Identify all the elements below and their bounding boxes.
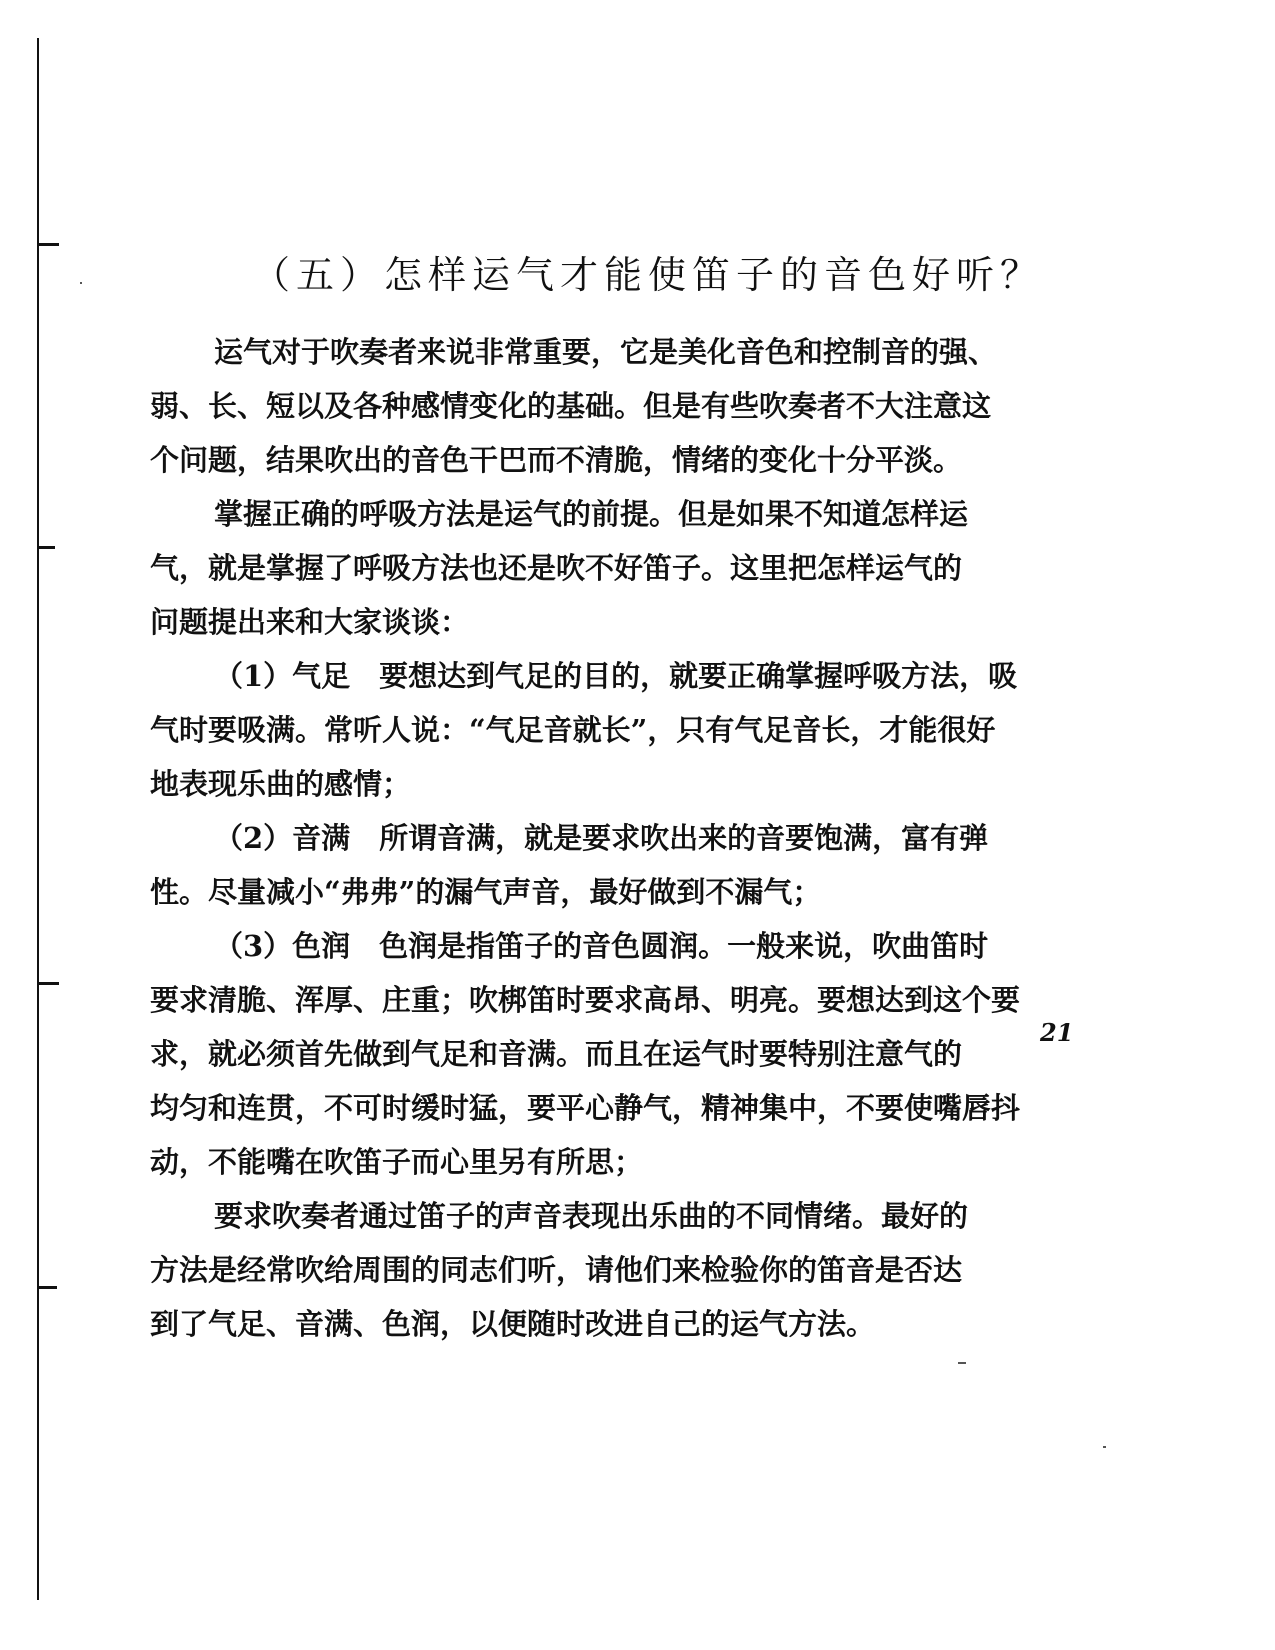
text-line: 个问题，结果吹出的音色干巴而不清脆，情绪的变化十分平淡。: [150, 443, 963, 477]
text-line: 要求清脆、浑厚、庄重；吹梆笛时要求高昂、明亮。要想达到这个要: [150, 983, 1021, 1017]
body-text: [150, 325, 1095, 1351]
text-line: （2）音满 所谓音满，就是要求吹出来的音要饱满，富有弹: [214, 821, 989, 855]
text-line: 弱、长、短以及各种感情变化的基础。但是有些吹奏者不大注意这: [150, 389, 992, 423]
text-line: 动，不能嘴在吹笛子而心里另有所思；: [150, 1145, 644, 1179]
margin-tick: [37, 1286, 57, 1289]
text-line: 性。尽量减小“弗弗”的漏气声音，最好做到不漏气；: [150, 875, 822, 909]
margin-tick: [37, 982, 59, 985]
text-line: 要求吹奏者通过笛子的声音表现出乐曲的不同情绪。最好的: [214, 1199, 969, 1233]
text-line: 掌握正确的呼吸方法是运气的前提。但是如果不知道怎样运: [214, 497, 969, 531]
scan-speck: [80, 282, 82, 284]
text-line: 运气对于吹奏者来说非常重要，它是美化音色和控制音的强、: [214, 335, 998, 369]
text-line: （3）色润 色润是指笛子的音色圆润。一般来说，吹曲笛时: [214, 929, 989, 963]
scan-speck: [958, 1362, 966, 1364]
binding-line: [37, 38, 39, 1600]
text-line: 地表现乐曲的感情；: [150, 767, 412, 801]
text-line: 气，就是掌握了呼吸方法也还是吹不好笛子。这里把怎样运气的: [150, 551, 963, 585]
text-line: 到了气足、音满、色润，以便随时改进自己的运气方法。: [150, 1307, 876, 1341]
text-line: 求，就必须首先做到气足和音满。而且在运气时要特别注意气的: [150, 1037, 963, 1071]
text-line: 问题提出来和大家谈谈：: [150, 605, 470, 639]
page-number: 21: [1040, 1018, 1074, 1047]
scan-speck: [1103, 1446, 1106, 1448]
margin-tick: [37, 243, 59, 246]
text-line: 均匀和连贯，不可时缓时猛，要平心静气，精神集中，不要使嘴唇抖: [150, 1091, 1021, 1125]
text-line: （1）气足 要想达到气足的目的，就要正确掌握呼吸方法，吸: [214, 659, 1018, 693]
text-line: 方法是经常吹给周围的同志们听，请他们来检验你的笛音是否达: [150, 1253, 963, 1287]
margin-tick: [37, 546, 55, 549]
text-line: 气时要吸满。常听人说：“气足音就长”，只有气足音长，才能很好: [150, 713, 996, 747]
section-title: （五）怎样运气才能使笛子的音色好听？: [252, 253, 1045, 298]
